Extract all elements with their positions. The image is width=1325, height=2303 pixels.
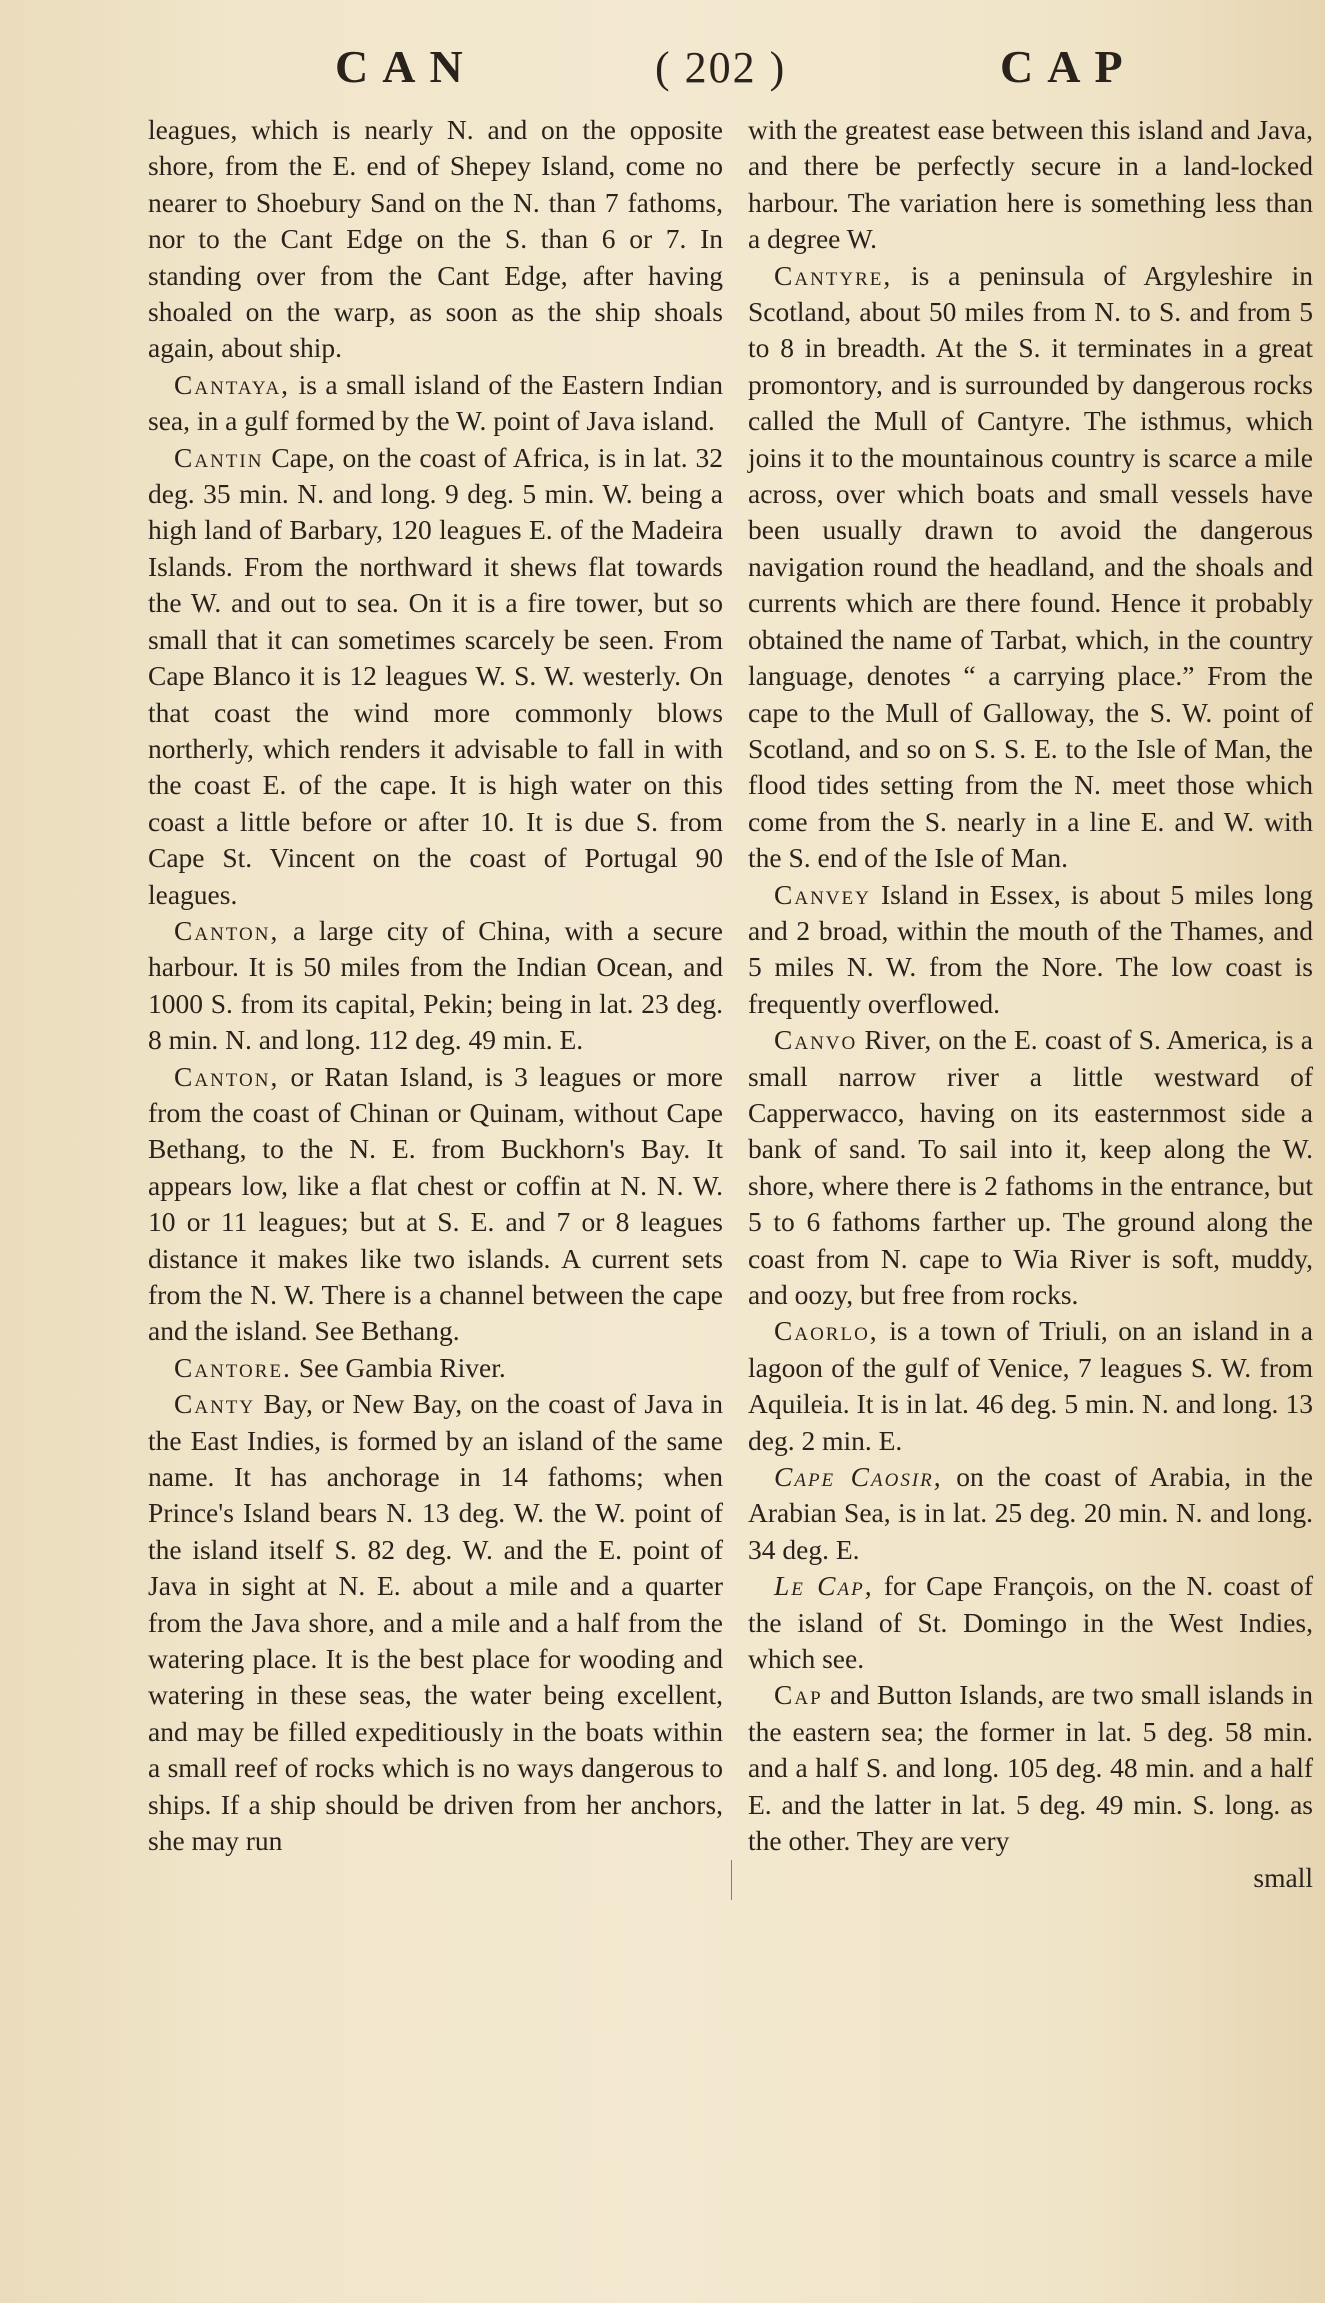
entry-head: Canty xyxy=(174,1388,256,1420)
entry-cantore: Cantore. See Gambia River. xyxy=(174,1351,506,1383)
entry-canty: Canty Bay, or New Bay, on the coast of Java in the East Indies, is formed by an island of the same name. It has anchorage in 14 fathoms; when Prince's Island bears N. 13 deg. W. the W. point of the island itself S. 82 deg. W. and the E. point of Java in sight at N. E. about a mile and a quarter from the Java shore, and a mile and a half from the watering place. It is the best place for wooding and watering in these seas, the water being excellent, and may be filled expeditiously in the boats within a small reef of rocks which is no ways dangerous to ships. If a ship should be driven from her anchors, she may run xyxy=(148,1388,724,1857)
entry-head: Canvo xyxy=(774,1024,858,1056)
header-left: CAN xyxy=(335,41,477,92)
entry-continuation: with the greatest ease between this island and Java, and there be perfectly secure in a land-locked harbour. The variation here is something less than a degree W. xyxy=(748,114,1313,255)
running-header xyxy=(0,40,1325,110)
catchword: small xyxy=(1253,1861,1313,1893)
entry-continuation: leagues, which is nearly N. and on the opposite shore, from the E. end of Shepey Island, come no nearer to Shoebury Sand on the N. than 7 fathoms, nor to the Cant Edge on the S. than 6 or 7. In standing over from the Cant Edge, after having shoaled on the warp, as soon as the ship shoals again, about ship. xyxy=(148,114,723,364)
entry-head: Canvey xyxy=(774,878,871,910)
entry-head: Cantore. xyxy=(174,1351,292,1383)
entry-cap-button: Cap and Button Islands, are two small islands in the eastern sea; the former in lat. 5 deg. 58 min. and a half S. and long. 105 deg. 48 min. and a half E. and the latter in lat. 5 deg. 49 min. S. long. as the other. They are very xyxy=(748,1679,1314,1857)
entry-caosir: Cape Caosir, on the coast of Arabia, in the Arabian Sea, is in lat. 25 deg. 20 min. N. and long. 34 deg. E. xyxy=(748,1461,1314,1565)
entry-canton-city: Canton, a large city of China, with a secure harbour. It is 50 miles from the Indian Ocean, and 1000 S. from its capital, Pekin; being in lat. 23 deg. 8 min. N. and long. 112 deg. 49 min. E. xyxy=(148,914,724,1056)
entry-canvey: Canvey Island in Essex, is about 5 miles long and 2 broad, within the mouth of the Thames, and 5 miles N. W. from the Nore. The low coast is frequently overflowed. xyxy=(748,878,1313,1019)
entry-cantaya: Cantaya, is a small island of the Eastern Indian sea, in a gulf formed by the W. point of Java island. xyxy=(148,368,723,437)
entry-cantin: Cantin Cape, on the coast of Africa, is in lat. 32 deg. 35 min. N. and long. 9 deg. 5 min. W. being a high land of Barbary, 120 leagues E. of the Madeira Islands. From the northward it shews flat towards the W. and out to sea. On it is a fire tower, but so small that it can sometimes scarcely be seen. From Cape Blanco it is 12 leagues W. S. W. westerly. On that coast the wind more commonly blows northerly, which renders it advisable to fall in with the coast E. of the cape. It is high water on this coast a little before or after 10. It is due S. from Cape St. Vincent on the coast of Portugal 90 leagues. xyxy=(148,441,724,910)
right-column xyxy=(748,112,1313,1896)
header-right: CAP xyxy=(1000,41,1137,92)
left-column xyxy=(148,112,723,1860)
entry-le-cap: Le Cap, for Cape François, on the N. coast of the island of St. Domingo in the West Indies, which see. xyxy=(748,1570,1313,1675)
entry-cantyre: Cantyre, is a peninsula of Argyleshire in Scotland, about 50 miles from N. to S. and from 5 to 8 in breadth. At the S. it terminates in a great promontory, and is surrounded by dangerous rocks called the Mull of Cantyre. The isthmus, which joins it to the mountainous country is scarce a mile across, over which boats and small vessels have been usually drawn to avoid the dangerous navigation round the headland, and the shoals and currents which are there found. Hence it probably obtained the name of Tarbat, which, in the country language, denotes “ a carrying place.” From the cape to the Mull of Galloway, the S. W. point of Scotland, and so on S. S. E. to the Isle of Man, the flood tides setting from the N. meet those which come from the S. nearly in a line E. and W. with the S. end of the Isle of Man. xyxy=(748,259,1313,874)
entry-head: Canton, xyxy=(174,1060,280,1092)
entry-head: Cap xyxy=(774,1679,823,1711)
entry-head: Cantyre, xyxy=(774,259,893,291)
entry-head: Canton, xyxy=(174,914,280,946)
entry-canvo: Canvo River, on the E. coast of S. America, is a small narrow river a little westward of Capperwacco, having on its easternmost side a bank of sand. To sail into it, keep along the W. shore, where there is 2 fathoms in the entrance, but 5 to 6 fathoms farther up. The ground along the coast from N. cape to Wia River is soft, muddy, and oozy, but free from rocks. xyxy=(748,1024,1314,1310)
column-divider-mark xyxy=(731,1860,732,1900)
page-number: ( 202 ) xyxy=(655,43,787,92)
entry-head: Cantaya, xyxy=(174,368,291,400)
entry-head: Caorlo, xyxy=(774,1315,879,1347)
entry-head: Cape Caosir, xyxy=(774,1461,943,1493)
entry-canton-island: Canton, or Ratan Island, is 3 leagues or more from the coast of Chinan or Quinam, without Cape Bethang, to the N. E. from Buckhorn's Bay. It appears low, like a flat chest or coffin at N. N. W. 10 or 11 leagues; but at S. E. and 7 or 8 leagues distance it makes like two islands. A current sets from the N. W. There is a channel between the cape and the island. See Bethang. xyxy=(148,1060,724,1347)
entry-head: Cantin xyxy=(174,441,264,473)
entry-caorlo: Caorlo, is a town of Triuli, on an island in a lagoon of the gulf of Venice, 7 leagues S. W. from Aquileia. It is in lat. 46 deg. 5 min. N. and long. 13 deg. 2 min. E. xyxy=(748,1315,1313,1456)
entry-head: Le Cap, xyxy=(774,1570,874,1602)
